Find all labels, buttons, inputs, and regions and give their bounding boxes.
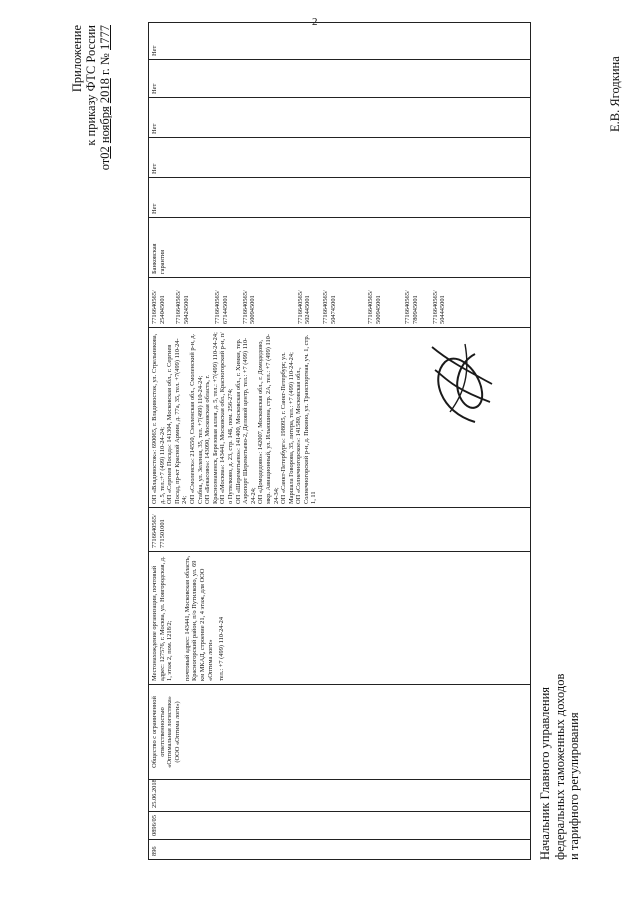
row-index: 896 bbox=[151, 846, 158, 856]
flag-value: Нет bbox=[151, 83, 158, 94]
subdivision-code: 7716640565/ 502445001 bbox=[296, 290, 312, 324]
flag-value: Нет bbox=[151, 163, 158, 174]
subdivision-code: 7716640565/ 671445001 bbox=[214, 290, 229, 324]
rotated-content bbox=[0, 20, 640, 880]
handwritten-signature bbox=[420, 337, 505, 432]
appendix-subtitle: к приказу ФТС России bbox=[84, 25, 98, 146]
subdivision-code: 7716640565/ 504445001 bbox=[431, 290, 447, 324]
subdivision-code: 7716640565/ 780945001 bbox=[404, 290, 419, 324]
page-number: 2 bbox=[312, 16, 318, 28]
reg-date: 25.06.2018 bbox=[151, 779, 158, 808]
inn-kpp: 7716640565/ 771501001 bbox=[151, 514, 166, 548]
cell-flag bbox=[149, 137, 530, 177]
cell-company bbox=[149, 684, 530, 779]
cell-index bbox=[149, 839, 530, 859]
cell-flag bbox=[149, 97, 530, 137]
date-day: 02 bbox=[98, 146, 112, 159]
address-item: почтовый адрес: 143441, Московская область, Красногорский район, п/о Путилково, ул. 69 км МКАД, строение 21, 4 этаж, для ООО «Оптима логи» bbox=[183, 555, 214, 681]
subdivision-item: ОП «Санкт-Петербург»: 198095, г. Санкт-Петербург, ул. Маршала Говорова, 35, литера, тел.: +7 (499) 110-24-24; bbox=[280, 352, 295, 504]
company-name: Общество с ограниченной ответственностью «Оптимальная логистика» (ООО «Оптима логи») bbox=[151, 696, 181, 768]
position-line: Начальник Главного управления bbox=[538, 686, 552, 860]
order-number: 1777 bbox=[98, 25, 112, 50]
position-line: и тарифного регулирования bbox=[567, 712, 581, 860]
address-item: Местонахождение организации, почтовый адрес: 127576, г. Москва, ул. Новгородская, д. 1, этаж 2, пом. 1218/2; bbox=[151, 556, 174, 681]
signatory-name: Е.В. Ягодкина bbox=[608, 56, 622, 132]
cell-reg-number bbox=[149, 811, 530, 839]
number-sign: № bbox=[98, 53, 112, 66]
reg-number: 0896/05 bbox=[151, 815, 158, 836]
cell-subdivision-codes bbox=[149, 277, 530, 327]
subdivision-item: ОП «Смоленск»: 214550, Смоленская обл., Смоленский р-н, д. Стабна, ул. Зеленая, 35, тел. +7(499) 110-24-24; bbox=[188, 333, 204, 504]
cell-inn-kpp bbox=[149, 507, 530, 551]
guarantee-type: Банковская гарантия bbox=[151, 243, 166, 274]
subdivision-code: 7716640565/ 500945001 bbox=[367, 290, 382, 324]
subdivision-item: ОП «Домодедово»: 142007, Московская обл., г. Домодедово, мкр. Авиационный, ул. Ильюшина, стр. 2А, тел.: +7 (499) 110-24-34; bbox=[257, 333, 280, 504]
address-item: тел.: +7 (499) 110-24-24 bbox=[218, 616, 226, 681]
date-year-suffix: г. bbox=[98, 68, 112, 76]
flag-value: Нет bbox=[151, 123, 158, 134]
cell-flag bbox=[149, 23, 530, 59]
registry-table bbox=[148, 22, 531, 860]
date-year: 2018 bbox=[98, 78, 112, 104]
cell-guarantee bbox=[149, 217, 530, 277]
cell-flag bbox=[149, 177, 530, 217]
appendix-title: Приложение bbox=[70, 25, 84, 93]
cell-date bbox=[149, 779, 530, 811]
subdivision-item: ОП «Сергиев Посад»: 141304, Московская обл., г. Сергиев Посад, пр-кт Красной Армии, д. 77а, 35, тел. +7(499) 110-24-24; bbox=[166, 338, 189, 504]
date-prefix: от bbox=[98, 158, 112, 171]
subdivision-item: ОП «Владивосток»: 690065, г. Владивосток, ул. Стрельникова, д. 5, тел.:+7 (499) 110-24-24; bbox=[151, 333, 166, 504]
position-line: федеральных таможенных доходов bbox=[552, 673, 567, 860]
subdivision-code: 7716640565/ 500945001 bbox=[241, 290, 257, 324]
subdivision-item: ОП «Бекасово»: 143090, Московская область, г. Краснознаменск, Березовая аллея, д. 5, тел.: +7(499) 110-24-24; bbox=[204, 332, 219, 504]
cell-address bbox=[149, 551, 530, 684]
subdivision-item: ОП «Москва»: 143441, Московская обл., Красногорский р-н, п/о Путилково, д. 23, стр. 14Б, пом. 256-274; bbox=[219, 332, 234, 504]
flag-value: Нет bbox=[151, 203, 158, 214]
flag-value: Нет bbox=[151, 45, 158, 56]
signatory-position bbox=[538, 500, 582, 860]
date-month: ноября bbox=[98, 106, 112, 144]
subdivision-item: ОП «Шереметьево»: 141400, Московская обл., г. Химки, тер. Аэропорт Шереметьево-2, Деловой центр, тел.: +7 (499) 110-24-24; bbox=[234, 337, 257, 504]
appendix-date-line bbox=[98, 25, 112, 190]
appendix-header bbox=[70, 25, 112, 190]
subdivision-item: ОП «Солнечногорское»: 141580, Московская обл., Солнечногорский р-н, д. Пикино, ул. Транспортная, уч. 1, стр. 1, 11 bbox=[295, 334, 318, 504]
subdivision-code: 7716640565/ 504745001 bbox=[321, 290, 337, 324]
subdivision-code: 7716640565/ 254045001 bbox=[151, 290, 166, 324]
cell-flag bbox=[149, 59, 530, 97]
subdivision-code: 7716640565/ 504245001 bbox=[175, 290, 190, 324]
